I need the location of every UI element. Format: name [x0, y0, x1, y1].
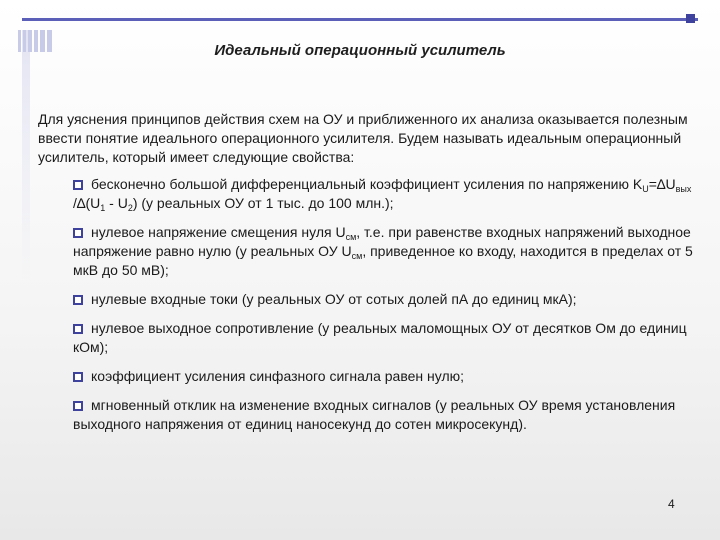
square-bullet-icon — [73, 324, 83, 334]
properties-list — [73, 175, 693, 444]
intro-paragraph: Для уяснения принципов действия схем на ОУ и приближенного их анализа оказывается полезным ввести понятие идеального операционного усилителя. Будем называть идеальным операционный усилитель, который имеет следующие свойства: — [38, 111, 688, 165]
list-item: бесконечно большой дифференциальный коэффициент усиления по напряжению $K_U=\Delta U_{вых}$ $/\Delta(U_1 - U_2)$ (у реальных ОУ от 1 тыс. до 100 млн.); — [73, 176, 692, 213]
list-item: нулевое выходное сопротивление (у реальных маломощных ОУ от десятков Ом до единиц кОм); — [73, 320, 687, 355]
list-item: нулевое напряжение смещения нуля $U_{см}$, т.е. при равенстве входных напряжений выходное напряжение равно нулю (у реальных ОУ $U_{см}$, приведенное ко входу, находится в пределах от 5 мкВ до 50 мВ); — [73, 224, 693, 278]
square-bullet-icon — [73, 228, 83, 238]
square-bullet-icon — [73, 401, 83, 411]
top-accent-square — [686, 14, 695, 23]
page-number: 4 — [668, 497, 675, 511]
square-bullet-icon — [73, 295, 83, 305]
square-bullet-icon — [73, 180, 83, 190]
top-accent-line — [22, 18, 698, 21]
slide-title: Идеальный операционный усилитель — [214, 42, 506, 59]
list-item: нулевые входные токи (у реальных ОУ от сотых долей пА до единиц мкА); — [73, 290, 693, 309]
list-item: мгновенный отклик на изменение входных сигналов (у реальных ОУ время установления выходного напряжения от единиц наносекунд до сотен микросекунд). — [73, 397, 676, 432]
side-shade-decoration — [22, 30, 30, 280]
square-bullet-icon — [73, 372, 83, 382]
list-item: коэффициент усиления синфазного сигнала равен нулю; — [73, 367, 693, 386]
